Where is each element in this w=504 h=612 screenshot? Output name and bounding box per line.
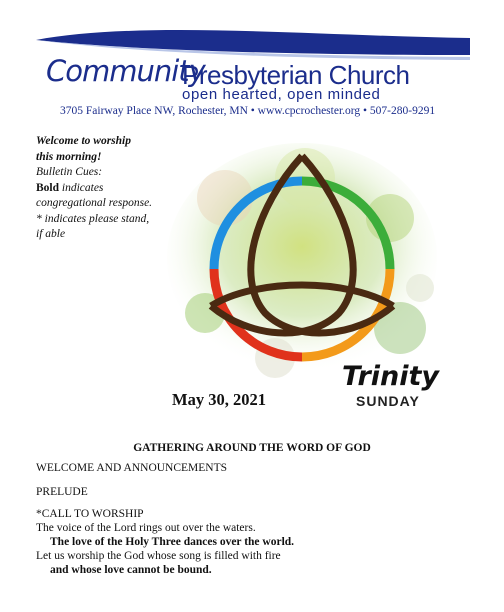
welcome-line: Welcome to worship — [36, 135, 131, 147]
occasion-subtitle: SUNDAY — [356, 393, 420, 409]
prelude-item: PRELUDE — [36, 486, 88, 498]
call-to-worship-response-line: The love of the Holy Three dances over the world. — [50, 536, 295, 548]
welcome-line: if able — [36, 228, 66, 240]
occasion-title: Trinity — [342, 361, 440, 392]
call-to-worship-leader-line: The voice of the Lord rings out over the waters. — [36, 522, 256, 534]
logo-presbyterian-text: Presbyterian Church — [182, 60, 410, 90]
logo-tagline: open hearted, open minded — [182, 86, 381, 103]
section-heading: GATHERING AROUND THE WORD OF GOD — [133, 442, 371, 454]
logo-community-text: Community — [46, 54, 205, 88]
welcome-line: * indicates please stand, — [36, 212, 150, 225]
call-to-worship-leader-line: Let us worship the God whose song is filled with fire — [36, 550, 281, 562]
bulletin-cues-label: Bulletin Cues: — [36, 166, 103, 178]
church-address: 3705 Fairway Place NW, Rochester, MN • www.cpcrochester.org • 507-280-9291 — [60, 105, 436, 117]
welcome-announcements-item: WELCOME AND ANNOUNCEMENTS — [36, 462, 228, 474]
bold-cue-rest: indicates — [59, 181, 104, 194]
bold-cue-line — [36, 181, 166, 197]
welcome-line: this morning! — [36, 150, 102, 163]
bold-cue-word: Bold — [36, 181, 60, 194]
welcome-line: congregational response. — [36, 197, 153, 209]
welcome-note — [36, 134, 166, 243]
call-to-worship-response-line: and whose love cannot be bound. — [50, 564, 212, 576]
service-date: May 30, 2021 — [172, 390, 266, 409]
call-to-worship-item: *CALL TO WORSHIP — [36, 508, 144, 520]
